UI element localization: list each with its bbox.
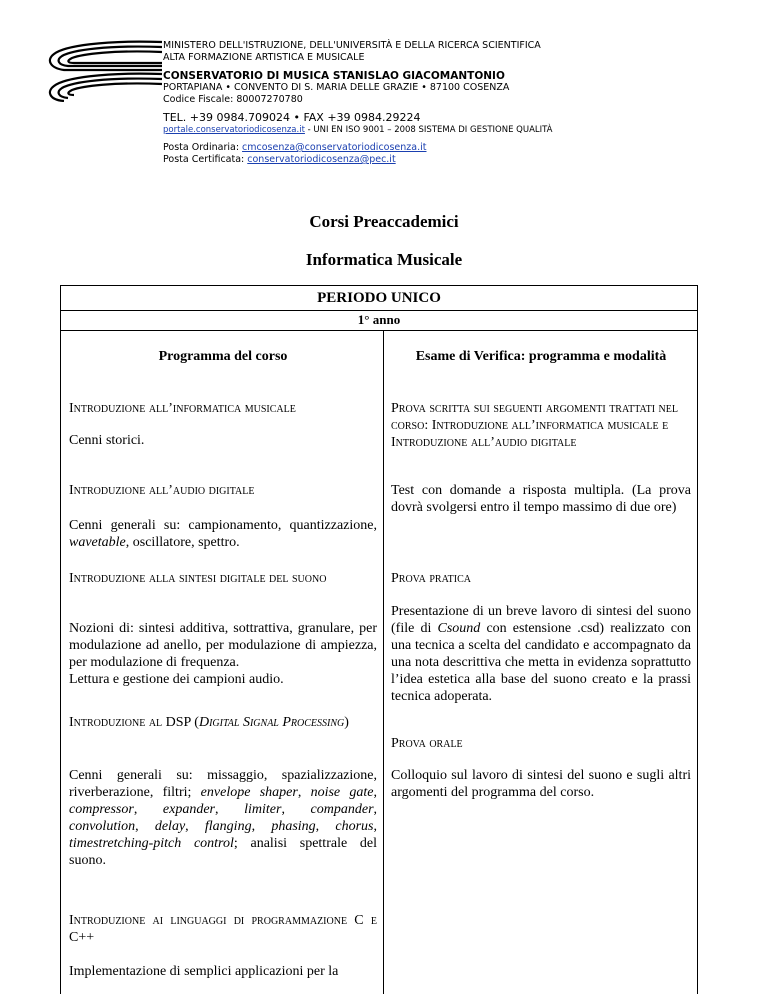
section-text: Cenni storici. — [69, 433, 145, 448]
document-title: Corsi Preaccademici — [309, 212, 459, 231]
period-header: PERIODO UNICO — [61, 286, 697, 311]
document-subtitle: Informatica Musicale — [305, 250, 463, 269]
section-text: Cenni generali su: missaggio, spazializzazione, riverberazione, filtri; envelope shaper, noise gate, compressor, expander, limiter, compander, convolution, delay, flanging, phasing, chorus, timestretching-pitch control; analisi spettrale del suono. — [69, 768, 378, 868]
certified-mail-link[interactable]: conservatoriodicosenza@pec.it — [247, 154, 396, 165]
conservatory-name: CONSERVATORIO DI MUSICA STANISLAO GIACOMANTONIO — [163, 70, 505, 82]
ministry-line: MINISTERO DELL'ISTRUZIONE, DELL'UNIVERSITÀ E DELLA RICERCA SCIENTIFICA — [163, 40, 541, 51]
exam-title: Prova pratica — [391, 571, 472, 586]
program-heading: Programma del corso — [158, 349, 288, 364]
exam-text: Colloquio sul lavoro di sintesi del suono e sugli altri argomenti del programma del corso. — [391, 768, 691, 800]
exam-text: Presentazione di un breve lavoro di sintesi del suono (file di Csound con estensione .csd) realizzato con una tecnica a scelta del candidato e accompagnato da una nota descrittiva che metta in evidenza soprattutto l’idea estetica alla base del suono creato e la prassi tecnica adoperata. — [391, 604, 691, 704]
ordinary-mail-link[interactable]: cmcosenza@conservatoriodicosenza.it — [242, 142, 427, 153]
exam-text: Test con domande a risposta multipla. (La prova dovrà svolgersi entro il tempo massimo di due ore) — [391, 483, 691, 515]
conservatory-logo — [44, 38, 164, 102]
exam-heading: Esame di Verifica: programma e modalità — [415, 349, 667, 364]
section-text: Cenni generali su: campionamento, quantizzazione, wavetable, oscillatore, spettro. — [69, 518, 377, 550]
exam-title: Prova scritta sui seguenti argomenti trattati nel corso: Introduzione all’informatica musicale e Introduzione all’audio digitale — [391, 401, 678, 450]
section-title: Introduzione al DSP (Digital Signal Processing) — [69, 715, 349, 730]
program-column — [61, 330, 384, 994]
iso-line: - UNI EN ISO 9001 – 2008 SISTEMA DI GESTIONE QUALITÀ — [304, 125, 553, 135]
year-header: 1° anno — [61, 310, 697, 331]
letterhead — [163, 40, 552, 166]
portal-link[interactable]: portale.conservatoriodicosenza.it — [163, 125, 305, 135]
section-text: Implementazione di semplici applicazioni per la — [69, 964, 339, 979]
phone-fax: TEL. +39 0984.709024 • FAX +39 0984.29224 — [163, 111, 421, 124]
address-line: PORTAPIANA • CONVENTO DI S. MARIA DELLE GRAZIE • 87100 COSENZA — [163, 82, 510, 93]
section-text: Lettura e gestione dei campioni audio. — [69, 672, 284, 687]
ordinary-mail-label: Posta Ordinaria: — [163, 142, 243, 153]
exam-title: Prova orale — [391, 736, 463, 751]
section-title: Introduzione all’informatica musicale — [69, 401, 296, 416]
section-title: Introduzione all’audio digitale — [69, 483, 255, 498]
section-title: Introduzione alla sintesi digitale del suono — [69, 571, 327, 586]
tax-code: Codice Fiscale: 80007270780 — [163, 94, 303, 105]
certified-mail-label: Posta Certificata: — [163, 154, 248, 165]
exam-column — [383, 330, 699, 994]
program-table — [60, 285, 698, 994]
afam-line: ALTA FORMAZIONE ARTISTICA E MUSICALE — [163, 52, 365, 63]
section-text: Nozioni di: sintesi additiva, sottrattiva, granulare, per modulazione ad anello, per modulazione di ampiezza, per modulazione di frequenza. — [69, 621, 377, 670]
section-title: Introduzione ai linguaggi di programmazione C e C++ — [69, 913, 377, 945]
